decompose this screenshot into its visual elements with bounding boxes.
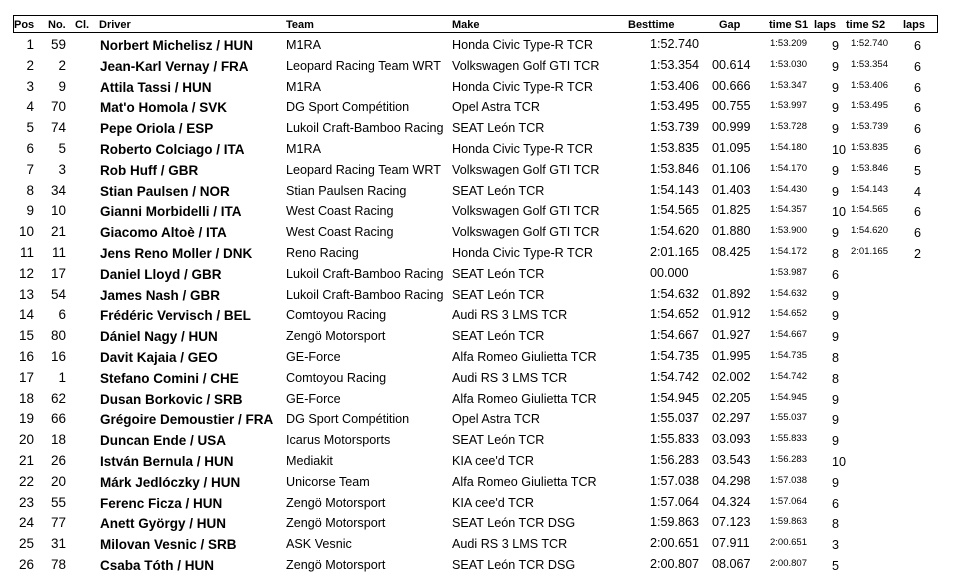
cell-pos: 25 <box>18 536 34 552</box>
cell-laps-1: 9 <box>832 80 840 95</box>
cell-besttime: 2:01.165 <box>650 245 700 259</box>
cell-time-s1: 1:56.283 <box>770 454 807 465</box>
cell-laps-2: 6 <box>914 226 922 241</box>
cell-time-s1: 1:54.742 <box>770 370 807 382</box>
cell-make: Volkswagen Golf GTI TCR <box>452 225 600 240</box>
cell-gap: 02.002 <box>712 369 751 384</box>
cell-laps-1: 3 <box>832 538 840 553</box>
cell-besttime: 2:00.807 <box>650 557 700 571</box>
table-row <box>0 265 953 286</box>
cell-gap: 08.425 <box>712 245 751 259</box>
cell-car-number: 78 <box>50 557 66 572</box>
cell-driver: Norbert Michelisz / HUN <box>100 38 254 53</box>
cell-gap: 01.995 <box>712 349 751 363</box>
cell-gap: 03.543 <box>712 453 751 467</box>
cell-car-number: 62 <box>50 390 66 406</box>
cell-team: GE-Force <box>286 350 341 364</box>
cell-gap: 07.911 <box>712 536 750 551</box>
cell-driver: Pepe Oriola / ESP <box>100 121 214 137</box>
cell-time-s2: 1:53.354 <box>851 58 888 70</box>
cell-pos: 15 <box>18 328 34 344</box>
header-time-s2: time S2 <box>846 19 886 31</box>
header-besttime: Besttime <box>628 19 675 31</box>
cell-make: Alfa Romeo Giulietta TCR <box>452 474 597 489</box>
cell-car-number: 17 <box>50 265 66 281</box>
cell-driver: Ferenc Ficza / HUN <box>100 495 223 511</box>
cell-besttime: 1:53.354 <box>650 57 700 72</box>
cell-team: Zengö Motorsport <box>286 495 386 510</box>
cell-make: Alfa Romeo Giulietta TCR <box>452 391 597 406</box>
cell-time-s1: 1:53.347 <box>770 79 807 91</box>
table-row <box>0 98 953 119</box>
cell-laps-2: 6 <box>914 205 922 220</box>
cell-besttime: 1:57.038 <box>650 473 700 488</box>
cell-car-number: 77 <box>50 515 66 531</box>
table-row <box>0 473 953 494</box>
header-make: Make <box>452 19 480 31</box>
cell-make: Volkswagen Golf GTI TCR <box>452 204 600 219</box>
cell-laps-1: 9 <box>832 413 840 428</box>
cell-driver: Stian Paulsen / NOR <box>100 183 230 199</box>
cell-besttime: 1:57.064 <box>650 494 700 509</box>
table-row <box>0 306 953 327</box>
cell-car-number: 20 <box>50 473 66 489</box>
cell-driver: Csaba Tóth / HUN <box>100 558 215 573</box>
cell-besttime: 1:54.742 <box>650 369 700 384</box>
cell-driver: Frédéric Vervisch / BEL <box>100 308 251 324</box>
cell-team: M1RA <box>286 38 321 52</box>
table-row <box>0 514 953 535</box>
cell-pos: 16 <box>18 349 34 364</box>
cell-pos: 8 <box>26 182 34 198</box>
cell-laps-2: 6 <box>914 39 922 53</box>
table-row <box>0 327 953 348</box>
cell-car-number: 5 <box>58 141 66 156</box>
cell-make: Honda Civic Type-R TCR <box>452 38 593 52</box>
cell-driver: Giacomo Altoè / ITA <box>100 225 227 241</box>
cell-gap: 01.880 <box>712 224 751 239</box>
cell-besttime: 1:55.037 <box>650 411 700 426</box>
cell-pos: 7 <box>26 161 34 177</box>
cell-laps-2: 5 <box>914 163 922 178</box>
cell-gap: 01.892 <box>712 286 751 301</box>
cell-team: M1RA <box>286 142 321 156</box>
cell-make: Audi RS 3 LMS TCR <box>452 537 568 552</box>
cell-laps-1: 9 <box>832 39 840 53</box>
cell-time-s1: 1:53.209 <box>770 38 807 49</box>
cell-make: SEAT León TCR <box>452 183 545 198</box>
cell-laps-1: 6 <box>832 267 840 282</box>
cell-laps-2: 4 <box>914 184 922 199</box>
cell-laps-2: 6 <box>914 122 922 137</box>
cell-time-s1: 1:54.667 <box>770 329 807 341</box>
table-row <box>0 223 953 244</box>
cell-make: SEAT León TCR <box>452 433 545 448</box>
cell-laps-1: 9 <box>832 475 840 490</box>
cell-car-number: 2 <box>58 57 66 73</box>
cell-gap: 00.755 <box>712 99 751 114</box>
cell-besttime: 1:55.833 <box>650 432 700 447</box>
cell-time-s1: 1:54.180 <box>770 142 807 153</box>
cell-gap: 02.297 <box>712 411 751 426</box>
cell-time-s2: 1:54.143 <box>851 183 888 195</box>
cell-make: SEAT León TCR <box>452 121 545 136</box>
cell-team: Reno Racing <box>286 246 359 260</box>
cell-car-number: 80 <box>50 328 66 344</box>
cell-time-s1: 1:59.863 <box>770 516 807 528</box>
cell-pos: 12 <box>18 265 34 281</box>
cell-time-s1: 1:53.987 <box>770 266 807 278</box>
header-cl: Cl. <box>75 19 90 31</box>
cell-make: Volkswagen Golf GTI TCR <box>452 58 600 73</box>
cell-besttime: 00.000 <box>650 265 689 280</box>
header-team: Team <box>286 19 314 31</box>
cell-driver: James Nash / GBR <box>100 287 221 303</box>
cell-make: SEAT León TCR <box>452 329 545 344</box>
table-row <box>0 78 953 99</box>
cell-car-number: 54 <box>50 286 66 302</box>
cell-time-s2: 1:54.565 <box>851 204 888 216</box>
cell-laps-1: 9 <box>832 434 840 449</box>
cell-team: GE-Force <box>286 391 341 406</box>
cell-car-number: 1 <box>58 369 66 385</box>
cell-car-number: 10 <box>50 203 66 219</box>
cell-team: Stian Paulsen Racing <box>286 183 407 198</box>
cell-besttime: 2:00.651 <box>650 536 700 551</box>
cell-besttime: 1:52.740 <box>650 37 700 51</box>
cell-driver: Davit Kajaia / GEO <box>100 350 218 365</box>
cell-gap: 01.095 <box>712 141 751 155</box>
cell-make: Volkswagen Golf GTI TCR <box>452 162 600 177</box>
cell-time-s2: 1:53.835 <box>851 142 888 153</box>
cell-driver: Stefano Comini / CHE <box>100 370 239 386</box>
cell-pos: 18 <box>18 390 34 406</box>
cell-time-s1: 1:54.430 <box>770 183 807 195</box>
cell-laps-2: 6 <box>914 101 922 116</box>
cell-time-s1: 1:55.833 <box>770 433 807 445</box>
cell-team: M1RA <box>286 79 321 94</box>
cell-gap: 00.666 <box>712 78 751 93</box>
cell-team: Leopard Racing Team WRT <box>286 162 441 177</box>
cell-make: Opel Astra TCR <box>452 100 540 115</box>
cell-gap: 00.999 <box>712 120 751 135</box>
cell-car-number: 16 <box>50 349 66 364</box>
cell-laps-1: 9 <box>832 101 840 116</box>
cell-team: Zengö Motorsport <box>286 558 386 572</box>
cell-car-number: 18 <box>50 432 66 448</box>
cell-pos: 24 <box>18 515 34 531</box>
table-row <box>0 182 953 203</box>
cell-time-s1: 1:54.632 <box>770 287 807 299</box>
header-pos: Pos <box>14 19 35 31</box>
cell-laps-1: 10 <box>832 455 847 469</box>
cell-driver: Márk Jedlóczky / HUN <box>100 474 241 490</box>
table-row <box>0 369 953 390</box>
cell-make: SEAT León TCR DSG <box>452 516 576 531</box>
cell-time-s2: 1:53.406 <box>851 79 888 91</box>
cell-team: Lukoil Craft-Bamboo Racing <box>286 287 444 302</box>
cell-gap: 01.106 <box>712 161 751 176</box>
cell-laps-2: 6 <box>914 143 922 157</box>
cell-laps-1: 8 <box>832 247 840 261</box>
cell-make: Alfa Romeo Giulietta TCR <box>452 350 597 364</box>
cell-laps-2: 6 <box>914 80 922 95</box>
cell-team: DG Sport Compétition <box>286 100 410 115</box>
table-row <box>0 57 953 78</box>
cell-laps-1: 9 <box>832 163 840 178</box>
cell-time-s1: 1:54.735 <box>770 350 807 361</box>
cell-time-s1: 1:53.900 <box>770 225 807 237</box>
cell-pos: 23 <box>18 494 34 510</box>
cell-pos: 26 <box>18 557 34 572</box>
cell-make: Honda Civic Type-R TCR <box>452 142 593 156</box>
cell-make: Opel Astra TCR <box>452 412 540 427</box>
cell-car-number: 6 <box>58 307 66 323</box>
cell-team: Comtoyou Racing <box>286 308 387 323</box>
cell-time-s1: 1:54.170 <box>770 162 807 174</box>
cell-besttime: 1:54.667 <box>650 328 700 343</box>
cell-make: SEAT León TCR DSG <box>452 558 576 572</box>
table-row <box>0 244 953 265</box>
cell-pos: 20 <box>18 432 34 448</box>
cell-gap: 00.614 <box>712 57 751 72</box>
cell-pos: 17 <box>18 369 34 385</box>
cell-team: Zengö Motorsport <box>286 329 386 344</box>
table-row <box>0 36 953 57</box>
cell-car-number: 34 <box>50 182 66 198</box>
cell-car-number: 66 <box>50 411 66 427</box>
cell-time-s1: 2:00.651 <box>770 537 807 549</box>
cell-team: Mediakit <box>286 454 333 468</box>
cell-driver: Jens Reno Moller / DNK <box>100 246 253 261</box>
cell-time-s1: 1:54.652 <box>770 308 807 320</box>
cell-pos: 11 <box>19 245 34 260</box>
table-row <box>0 286 953 307</box>
cell-team: Zengö Motorsport <box>286 516 386 531</box>
cell-make: SEAT León TCR <box>452 266 545 281</box>
cell-make: Audi RS 3 LMS TCR <box>452 370 568 385</box>
cell-team: Unicorse Team <box>286 474 370 489</box>
cell-gap: 01.912 <box>712 307 751 322</box>
header-gap: Gap <box>719 19 741 31</box>
table-row <box>0 348 953 369</box>
cell-car-number: 26 <box>50 453 66 468</box>
cell-car-number: 59 <box>50 37 66 52</box>
cell-pos: 19 <box>18 411 34 427</box>
cell-laps-1: 9 <box>832 226 840 241</box>
table-row <box>0 161 953 182</box>
cell-driver: Gianni Morbidelli / ITA <box>100 204 242 220</box>
cell-gap: 03.093 <box>712 432 751 447</box>
cell-time-s1: 1:57.064 <box>770 495 807 507</box>
cell-besttime: 1:54.565 <box>650 203 700 218</box>
cell-team: West Coast Racing <box>286 204 394 219</box>
cell-laps-1: 9 <box>832 392 840 407</box>
cell-team: Icarus Motorsports <box>286 433 391 448</box>
cell-make: Honda Civic Type-R TCR <box>452 246 593 260</box>
cell-driver: István Bernula / HUN <box>100 454 234 469</box>
cell-pos: 1 <box>26 37 34 52</box>
cell-pos: 2 <box>26 57 34 73</box>
cell-car-number: 70 <box>50 99 66 115</box>
table-row <box>0 535 953 556</box>
table-row <box>0 119 953 140</box>
cell-time-s2: 1:53.846 <box>851 162 888 174</box>
cell-laps-1: 9 <box>832 122 840 137</box>
table-row <box>0 452 953 473</box>
cell-driver: Grégoire Demoustier / FRA <box>100 412 274 428</box>
cell-time-s1: 1:54.357 <box>770 204 807 216</box>
cell-besttime: 1:53.495 <box>650 99 700 114</box>
cell-pos: 5 <box>26 120 34 136</box>
cell-make: KIA cee'd TCR <box>452 495 534 510</box>
cell-time-s1: 1:54.945 <box>770 391 807 403</box>
cell-driver: Roberto Colciago / ITA <box>100 142 245 157</box>
cell-make: KIA cee'd TCR <box>452 454 534 468</box>
table-row <box>0 390 953 411</box>
cell-driver: Dusan Borkovic / SRB <box>100 391 243 407</box>
cell-pos: 9 <box>26 203 34 219</box>
cell-laps-2: 6 <box>914 59 922 74</box>
cell-besttime: 1:56.283 <box>650 453 700 467</box>
cell-driver: Jean-Karl Vernay / FRA <box>100 58 249 74</box>
cell-laps-1: 9 <box>832 309 840 324</box>
header-laps-2: laps <box>903 19 926 31</box>
cell-driver: Duncan Ende / USA <box>100 433 227 449</box>
cell-team: Lukoil Craft-Bamboo Racing <box>286 266 444 281</box>
cell-laps-1: 10 <box>832 205 847 220</box>
cell-pos: 6 <box>26 141 34 156</box>
cell-time-s2: 1:54.620 <box>851 225 888 237</box>
cell-team: Leopard Racing Team WRT <box>286 58 441 73</box>
cell-laps-1: 9 <box>832 184 840 199</box>
cell-driver: Milovan Vesnic / SRB <box>100 537 237 553</box>
cell-make: Audi RS 3 LMS TCR <box>452 308 568 323</box>
table-row <box>0 202 953 223</box>
cell-driver: Daniel Lloyd / GBR <box>100 266 222 282</box>
cell-besttime: 1:53.739 <box>650 120 700 135</box>
cell-pos: 21 <box>18 453 34 468</box>
cell-car-number: 9 <box>58 78 66 94</box>
header-driver: Driver <box>99 19 131 31</box>
cell-gap: 01.825 <box>712 203 751 218</box>
cell-time-s1: 1:54.172 <box>770 246 807 257</box>
table-row <box>0 556 953 577</box>
cell-car-number: 11 <box>51 245 66 260</box>
cell-car-number: 31 <box>50 536 66 552</box>
cell-time-s1: 1:55.037 <box>770 412 807 424</box>
cell-besttime: 1:59.863 <box>650 515 700 530</box>
cell-gap: 04.298 <box>712 473 751 488</box>
table-header <box>13 15 938 33</box>
cell-laps-1: 9 <box>832 288 840 303</box>
cell-gap: 08.067 <box>712 557 751 571</box>
cell-laps-2: 2 <box>914 247 922 261</box>
cell-gap: 01.403 <box>712 182 751 197</box>
cell-besttime: 1:54.652 <box>650 307 700 322</box>
table-row <box>0 494 953 515</box>
cell-laps-1: 10 <box>832 143 847 157</box>
cell-gap: 07.123 <box>712 515 751 530</box>
cell-driver: Attila Tassi / HUN <box>100 79 212 95</box>
cell-laps-1: 8 <box>832 517 840 532</box>
cell-gap: 04.324 <box>712 494 751 509</box>
cell-pos: 10 <box>18 224 34 240</box>
cell-time-s1: 1:53.728 <box>770 121 807 133</box>
cell-team: Comtoyou Racing <box>286 370 387 385</box>
cell-pos: 4 <box>26 99 34 115</box>
cell-time-s2: 2:01.165 <box>851 246 888 257</box>
cell-pos: 13 <box>18 286 34 302</box>
cell-time-s1: 1:53.030 <box>770 58 807 70</box>
table-row <box>0 431 953 452</box>
cell-car-number: 74 <box>50 120 66 136</box>
cell-driver: Rob Huff / GBR <box>100 162 199 178</box>
table-row <box>0 410 953 431</box>
cell-besttime: 1:53.406 <box>650 78 700 93</box>
cell-time-s1: 2:00.807 <box>770 558 807 569</box>
cell-laps-1: 8 <box>832 351 840 365</box>
cell-pos: 22 <box>18 473 34 489</box>
cell-make: Honda Civic Type-R TCR <box>452 79 593 94</box>
cell-laps-1: 6 <box>832 496 840 511</box>
cell-gap: 01.927 <box>712 328 751 343</box>
cell-team: ASK Vesnic <box>286 537 352 552</box>
cell-besttime: 1:53.835 <box>650 141 700 155</box>
cell-besttime: 1:54.632 <box>650 286 700 301</box>
cell-besttime: 1:53.846 <box>650 161 700 176</box>
header-laps-1: laps <box>814 19 837 31</box>
cell-pos: 3 <box>26 78 34 94</box>
cell-pos: 14 <box>18 307 34 323</box>
cell-car-number: 3 <box>58 161 66 177</box>
cell-time-s1: 1:53.997 <box>770 100 807 112</box>
cell-driver: Mat'o Homola / SVK <box>100 100 227 116</box>
cell-laps-1: 9 <box>832 59 840 74</box>
header-time-s1: time S1 <box>769 19 809 31</box>
cell-laps-1: 8 <box>832 371 840 386</box>
cell-laps-1: 5 <box>832 559 840 573</box>
cell-time-s2: 1:52.740 <box>851 38 888 49</box>
cell-car-number: 21 <box>50 224 66 240</box>
cell-team: Lukoil Craft-Bamboo Racing <box>286 121 444 136</box>
table-row <box>0 140 953 161</box>
cell-driver: Dániel Nagy / HUN <box>100 329 218 345</box>
cell-time-s1: 1:57.038 <box>770 474 807 486</box>
cell-gap: 02.205 <box>712 390 751 405</box>
cell-car-number: 55 <box>50 494 66 510</box>
cell-time-s2: 1:53.495 <box>851 100 888 112</box>
cell-besttime: 1:54.143 <box>650 182 700 197</box>
cell-make: SEAT León TCR <box>452 287 545 302</box>
cell-besttime: 1:54.735 <box>650 349 700 363</box>
cell-laps-1: 9 <box>832 330 840 345</box>
cell-besttime: 1:54.945 <box>650 390 700 405</box>
cell-team: DG Sport Compétition <box>286 412 410 427</box>
cell-driver: Anett György / HUN <box>100 516 227 532</box>
cell-team: West Coast Racing <box>286 225 394 240</box>
header-no: No. <box>48 19 66 31</box>
cell-besttime: 1:54.620 <box>650 224 700 239</box>
cell-time-s2: 1:53.739 <box>851 121 888 133</box>
